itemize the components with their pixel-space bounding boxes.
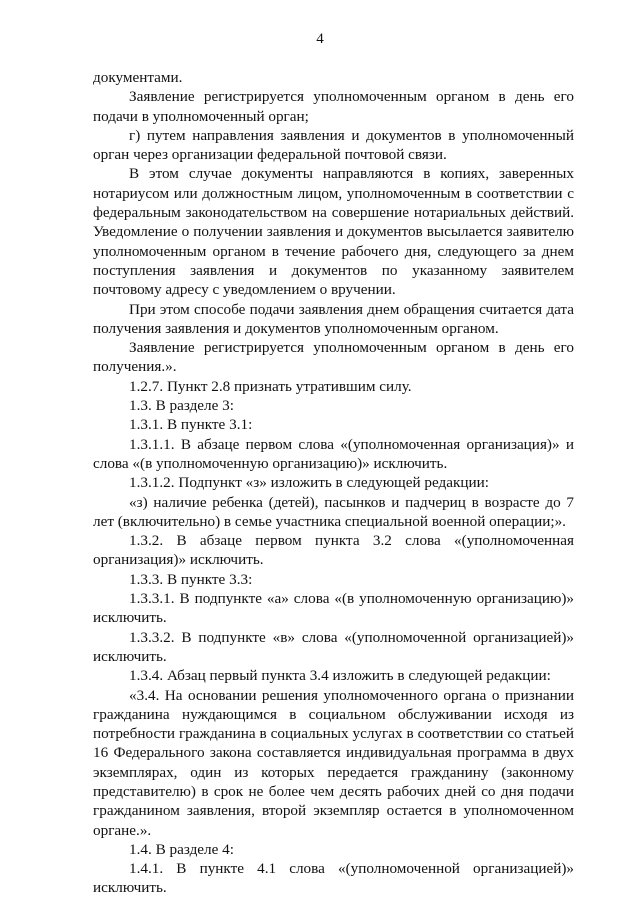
paragraph: 1.4.1. В пункте 4.1 слова «(уполномоченной организацией)» исключить.: [93, 860, 574, 897]
paragraph: 1.4. В разделе 4:: [129, 840, 234, 858]
paragraph: 1.3.3. В пункте 3.3:: [129, 570, 253, 588]
document-body: [93, 68, 574, 898]
paragraph: 1.2.7. Пункт 2.8 признать утратившим силу.: [129, 377, 412, 395]
paragraph: г) путем направления заявления и документов в уполномоченный орган через организации федеральной почтовой связи.: [93, 126, 574, 164]
paragraph: 1.3. В разделе 3:: [129, 397, 234, 415]
page-number: 4: [316, 31, 324, 47]
paragraph: В этом случае документы направляются в копиях, заверенных нотариусом или должностным лицом, уполномоченным в соответствии с федеральным законодательством на совершение нотариальных действий. Уведомление о получении заявления и документов высылается заявителю уполномоченным органом в течение рабочего дня, следующего за днем поступления заявления и документов по указанному заявителем почтовому адресу с уведомлением о вручении.: [93, 165, 574, 299]
paragraph: 1.3.3.2. В подпункте «в» слова «(уполномоченной организацией)» исключить.: [93, 628, 574, 665]
paragraph: 1.3.1.1. В абзаце первом слова «(уполномоченная организация)» и слова «(в уполномоченную организацию)» исключить.: [93, 435, 574, 472]
paragraph: «з) наличие ребенка (детей), пасынков и падчериц в возрасте до 7 лет (включительно) в семье участника специальной военной операции;».: [93, 493, 574, 530]
paragraph: 1.3.1. В пункте 3.1:: [129, 416, 253, 434]
paragraph: 1.3.4. Абзац первый пункта 3.4 изложить в следующей редакции:: [129, 667, 551, 685]
paragraph: При этом способе подачи заявления днем обращения считается дата получения заявления и документов уполномоченным органом.: [93, 300, 574, 337]
paragraph: 1.3.2. В абзаце первом пункта 3.2 слова «(уполномоченная организация)» исключить.: [93, 532, 574, 569]
paragraph: «3.4. На основании решения уполномоченного органа о признании гражданина нуждающимся в социальном обслуживании исходя из потребности гражданина в социальных услугах в соответствии со статьей 16 Федерального закона составляется индивидуальная программа в двух экземплярах, один из которых передается гражданину (законному представителю) в срок не более чем десять рабочих дней со дня подачи гражданином заявления, второй экземпляр остается в уполномоченном органе.».: [93, 686, 574, 839]
paragraph: 1.3.3.1. В подпункте «а» слова «(в уполномоченную организацию)» исключить.: [93, 590, 574, 627]
paragraph: 1.3.1.2. Подпункт «з» изложить в следующей редакции:: [129, 474, 489, 492]
paragraph: Заявление регистрируется уполномоченным органом в день его получения.».: [93, 339, 574, 376]
paragraph: Заявление регистрируется уполномоченным органом в день его подачи в уполномоченный орган;: [93, 88, 574, 125]
paragraph-continuation: документами.: [93, 69, 183, 86]
